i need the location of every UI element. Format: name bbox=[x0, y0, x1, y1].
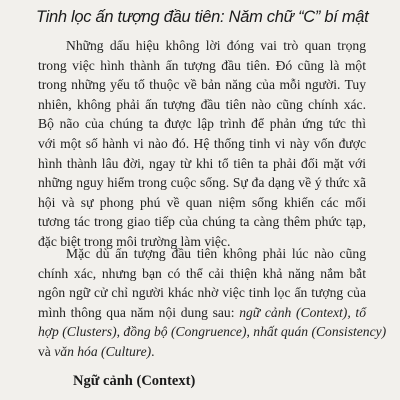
text-run: , bbox=[246, 324, 254, 340]
section-title: Tinh lọc ấn tượng đầu tiên: Năm chữ “C” bí mật bbox=[36, 8, 369, 26]
text-line: tương tác trong giao tiếp của chúng ta càng thêm phức tạp, bbox=[38, 214, 366, 230]
text-line: với một số hành vi nào đó. Hệ thống tinh vi này vốn được bbox=[38, 135, 366, 151]
text-line: đặc biệt trong môi trường làm việc. bbox=[38, 233, 231, 249]
text-line: Những dấu hiệu không lời đóng vai trò quan trọng bbox=[66, 38, 366, 53]
text-run: . bbox=[151, 343, 155, 359]
subsection-title: Ngữ cảnh (Context) bbox=[73, 373, 196, 389]
term-congruence: đồng bộ (Congruence) bbox=[123, 324, 247, 340]
text-run: và bbox=[38, 343, 55, 359]
text-line: những nguy hiểm trong cuộc sống. Sự đa dạng về ý thức xã bbox=[38, 175, 366, 191]
text-line bbox=[38, 322, 387, 342]
term-context: ngữ cảnh (Context), tổ bbox=[234, 304, 366, 320]
text-line: trong việc hình thành ấn tượng đầu tiên. Đó cũng là một bbox=[38, 57, 366, 73]
term-clusters: hợp (Clusters) bbox=[38, 324, 117, 340]
text-line: hình thành lâu đời, ngay từ khi tổ tiên ta phải đối mặt với bbox=[38, 155, 366, 171]
text-line bbox=[38, 303, 366, 323]
text-line bbox=[38, 342, 366, 362]
text-line: trong những yếu tố thuộc về bản năng của mỗi người. Tuy bbox=[38, 77, 366, 93]
text-line: ngôn ngữ cử chỉ người khác nhờ việc tinh lọc ấn tượng của bbox=[38, 285, 366, 301]
paragraph-five-c bbox=[38, 244, 387, 362]
term-culture: văn hóa (Culture) bbox=[54, 343, 152, 359]
paragraph-first-impressions bbox=[38, 36, 366, 252]
text-run: , bbox=[116, 324, 124, 340]
text-line: nhiên, không phải ấn tượng đầu tiên nào cũng chính xác. bbox=[38, 96, 366, 112]
text-run: mình thông qua năm nội dung sau: bbox=[38, 304, 235, 320]
text-line: hội và sự phong phú về quan niệm sống khiến các mối bbox=[38, 194, 366, 210]
text-line: Mặc dù ấn tượng đầu tiên không phải lúc nào cũng bbox=[66, 246, 366, 261]
text-line: Bộ não của chúng ta được lập trình để phản ứng tức thì bbox=[38, 116, 366, 132]
term-consistency: nhất quán (Consistency) bbox=[253, 324, 387, 340]
text-line: chính xác, nhưng bạn có thể cải thiện khả năng nắm bắt bbox=[38, 265, 366, 281]
